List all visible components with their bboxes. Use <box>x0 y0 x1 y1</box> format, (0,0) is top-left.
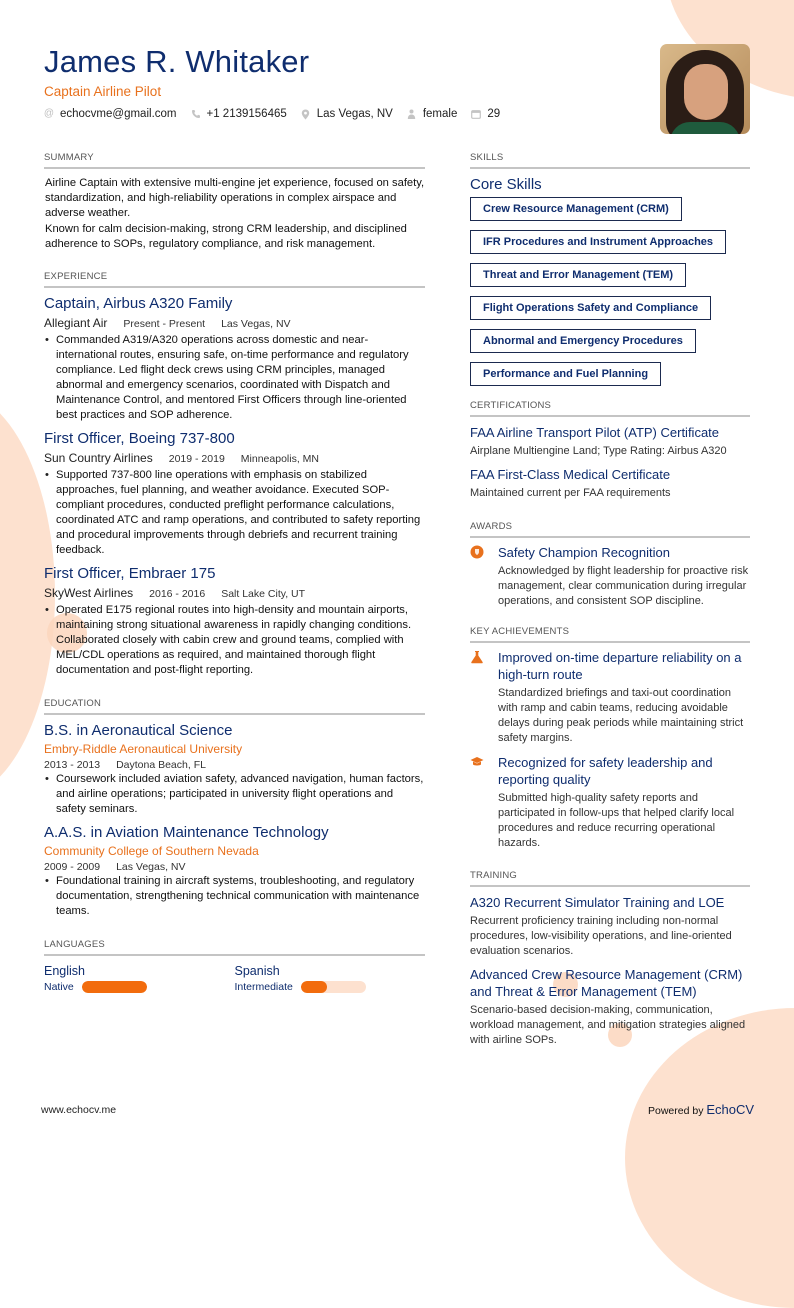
training-detail: Recurrent proficiency training including non-normal procedures, low-visibility operations, and line-oriented evaluation scenarios. <box>470 915 732 957</box>
right-column <box>470 152 750 1058</box>
degree-title: B.S. in Aeronautical Science <box>44 722 233 739</box>
award-detail: Acknowledged by flight leadership for proactive risk management, clear communication during irregular operations, and consistent SOP discipline. <box>498 565 749 607</box>
language-proficiency-bar <box>82 981 147 993</box>
job-location: Las Vegas, NV <box>221 318 291 330</box>
candidate-role: Captain Airline Pilot <box>44 84 162 99</box>
job-title: Captain, Airbus A320 Family <box>44 295 233 312</box>
flask-icon <box>470 650 484 664</box>
language-proficiency-bar <box>301 981 366 993</box>
school-name: Embry-Riddle Aeronautical University <box>44 742 243 756</box>
language-level: Native <box>44 981 74 993</box>
company-name: Sun Country Airlines <box>44 451 153 465</box>
award-name: Safety Champion Recognition <box>498 545 670 560</box>
contact-bar <box>44 108 644 120</box>
education-meta <box>44 759 425 771</box>
experience-item <box>44 430 425 558</box>
contact-age <box>471 108 500 120</box>
job-title: First Officer, Embraer 175 <box>44 565 216 582</box>
summary-paragraph: Airline Captain with extensive multi-engine jet experience, focused on safety, standardization, and high-reliability operations in complex airspace and adverse weather. <box>45 177 425 219</box>
certification-detail: Maintained current per FAA requirements <box>470 487 671 499</box>
skills-section <box>470 152 750 386</box>
degree-title: A.A.S. in Aviation Maintenance Technology <box>44 824 329 841</box>
language-item <box>235 964 426 993</box>
education-date: 2013 - 2013 <box>44 759 101 771</box>
job-meta <box>44 586 425 600</box>
contact-gender <box>407 108 458 120</box>
footer-website-link[interactable]: www.echocv.me <box>41 1104 117 1116</box>
language-name: Spanish <box>234 964 280 978</box>
experience-section <box>44 271 425 678</box>
brand-name: EchoCV <box>706 1102 755 1117</box>
language-item <box>44 964 235 993</box>
job-bullet: • Commanded A319/A320 operations across domestic and near-international routes, ensuring safe, on-time performance and regulatory compliance. Led flight deck crews using CRM principles, managed abnormal and emergency scenarios, coordinated with Dispatch and Maintenance Control, and mentored First Officers through line-oriented best practices and SOP adherence. <box>44 333 425 423</box>
languages-section <box>44 939 425 993</box>
awards-section <box>470 521 750 609</box>
company-name: SkyWest Airlines <box>44 586 134 600</box>
skill-chip: Flight Operations Safety and Compliance <box>470 296 711 320</box>
achievement-name: Recognized for safety leadership and reporting quality <box>498 755 713 787</box>
certification-name: FAA First-Class Medical Certificate <box>470 467 671 482</box>
job-date: Present - Present <box>123 318 206 330</box>
training-name: A320 Recurrent Simulator Training and LOE <box>470 895 725 910</box>
skill-chip: Abnormal and Emergency Procedures <box>470 329 696 353</box>
footer-powered-by[interactable] <box>648 1102 754 1117</box>
resume-header <box>44 44 644 120</box>
award-item <box>470 544 750 609</box>
experience-item <box>44 295 425 423</box>
contact-location <box>301 108 393 120</box>
education-location: Daytona Beach, FL <box>116 759 206 771</box>
education-date: 2009 - 2009 <box>44 861 101 873</box>
section-title-education: EDUCATION <box>44 698 425 715</box>
achievements-section <box>470 626 750 851</box>
section-title-summary: SUMMARY <box>44 152 425 169</box>
section-title-skills: SKILLS <box>470 152 750 169</box>
person-icon <box>407 109 417 119</box>
job-bullet: • Operated E175 regional routes into high-density and mountain airports, maintaining strong situational awareness in rapidly changing conditions. Collaborated closely with cabin crew and ground teams, complied with MEL/CDL operations as required, and maintained thorough flight documentation and post-flight reporting. <box>44 603 425 678</box>
education-bullet: • Coursework included aviation safety, advanced navigation, human factors, and airline operations; participated in university flight operations and safety seminars. <box>44 772 425 817</box>
section-title-training: TRAINING <box>470 870 750 887</box>
experience-item <box>44 565 425 678</box>
achievement-detail: Submitted high-quality safety reports and participated in follow-ups that helped clarify local procedures and reduce recurring operational hazards. <box>498 792 735 849</box>
job-location: Minneapolis, MN <box>240 453 319 465</box>
certifications-section <box>470 400 750 501</box>
job-bullet: • Supported 737-800 line operations with emphasis on stabilized approaches, fuel planning, and weather avoidance. Executed SOP-compliant procedures, conducted preflight performance calculations, coordinated ATC and ramp operations, and contributed to safety reporting and procedural improvements through debriefs and recurrent training feedback. <box>44 468 425 558</box>
training-name: Advanced Crew Resource Management (CRM) and Threat & Error Management (TEM) <box>470 967 743 999</box>
certification-detail: Airplane Multiengine Land; Type Rating: Airbus A320 <box>470 445 727 457</box>
map-pin-icon <box>301 109 311 119</box>
candidate-name: James R. Whitaker <box>44 44 310 79</box>
education-meta <box>44 861 425 873</box>
phone-icon <box>191 109 201 119</box>
location-text: Las Vegas, NV <box>316 108 393 120</box>
graduation-cap-icon <box>470 755 484 769</box>
contact-phone[interactable] <box>191 108 287 120</box>
certification-name: FAA Airline Transport Pilot (ATP) Certificate <box>470 425 720 440</box>
achievement-item <box>470 754 750 851</box>
summary-paragraph: Known for calm decision-making, strong CRM leadership, and disciplined adherence to SOPs, regulatory compliance, and risk management. <box>45 223 407 250</box>
training-section <box>470 870 750 1048</box>
email-text: echocvme@gmail.com <box>60 108 177 120</box>
skill-chip: IFR Procedures and Instrument Approaches <box>470 230 726 254</box>
section-title-languages: LANGUAGES <box>44 939 425 956</box>
calendar-icon <box>471 109 481 119</box>
section-title-awards: AWARDS <box>470 521 750 538</box>
section-title-achievements: KEY ACHIEVEMENTS <box>470 626 750 643</box>
skill-chip: Crew Resource Management (CRM) <box>470 197 682 221</box>
achievement-item <box>470 649 750 746</box>
section-title-experience: EXPERIENCE <box>44 271 425 288</box>
achievement-name: Improved on-time departure reliability on a high-turn route <box>498 650 742 682</box>
summary-section <box>44 152 425 252</box>
contact-email[interactable] <box>44 108 177 120</box>
at-sign-icon: @ <box>43 108 55 119</box>
job-location: Salt Lake City, UT <box>221 588 306 600</box>
left-column <box>44 152 425 1003</box>
award-badge-icon <box>470 545 484 559</box>
company-name: Allegiant Air <box>44 316 108 330</box>
education-item <box>44 722 425 817</box>
skill-chip: Performance and Fuel Planning <box>470 362 661 386</box>
language-name: English <box>44 964 85 978</box>
training-detail: Scenario-based decision-making, communication, workload management, and mitigation strategies aligned with airline SOPs. <box>470 1004 746 1046</box>
skill-group-title: Core Skills <box>470 176 542 193</box>
job-title: First Officer, Boeing 737-800 <box>44 430 235 447</box>
language-level: Intermediate <box>234 981 293 993</box>
phone-text: +1 2139156465 <box>206 108 287 120</box>
education-section <box>44 698 425 919</box>
gender-text: female <box>422 108 458 120</box>
achievement-detail: Standardized briefings and taxi-out coordination with ramp and cabin teams, reducing avoidable delays during peak periods while maintaining strict safety margins. <box>498 687 744 744</box>
education-location: Las Vegas, NV <box>116 861 186 873</box>
age-text: 29 <box>487 108 501 120</box>
job-meta <box>44 316 425 330</box>
skill-chip: Threat and Error Management (TEM) <box>470 263 686 287</box>
school-name: Community College of Southern Nevada <box>44 844 259 858</box>
skill-chips <box>470 197 750 386</box>
education-bullet: • Foundational training in aircraft systems, troubleshooting, and regulatory documentation, strengthening technical communication with maintenance teams. <box>44 874 425 919</box>
job-date: 2019 - 2019 <box>168 453 225 465</box>
job-meta <box>44 451 425 465</box>
education-item <box>44 824 425 919</box>
section-title-certifications: CERTIFICATIONS <box>470 400 750 417</box>
powered-by-label: Powered by <box>648 1105 704 1117</box>
job-date: 2016 - 2016 <box>149 588 206 600</box>
profile-photo <box>660 44 750 134</box>
